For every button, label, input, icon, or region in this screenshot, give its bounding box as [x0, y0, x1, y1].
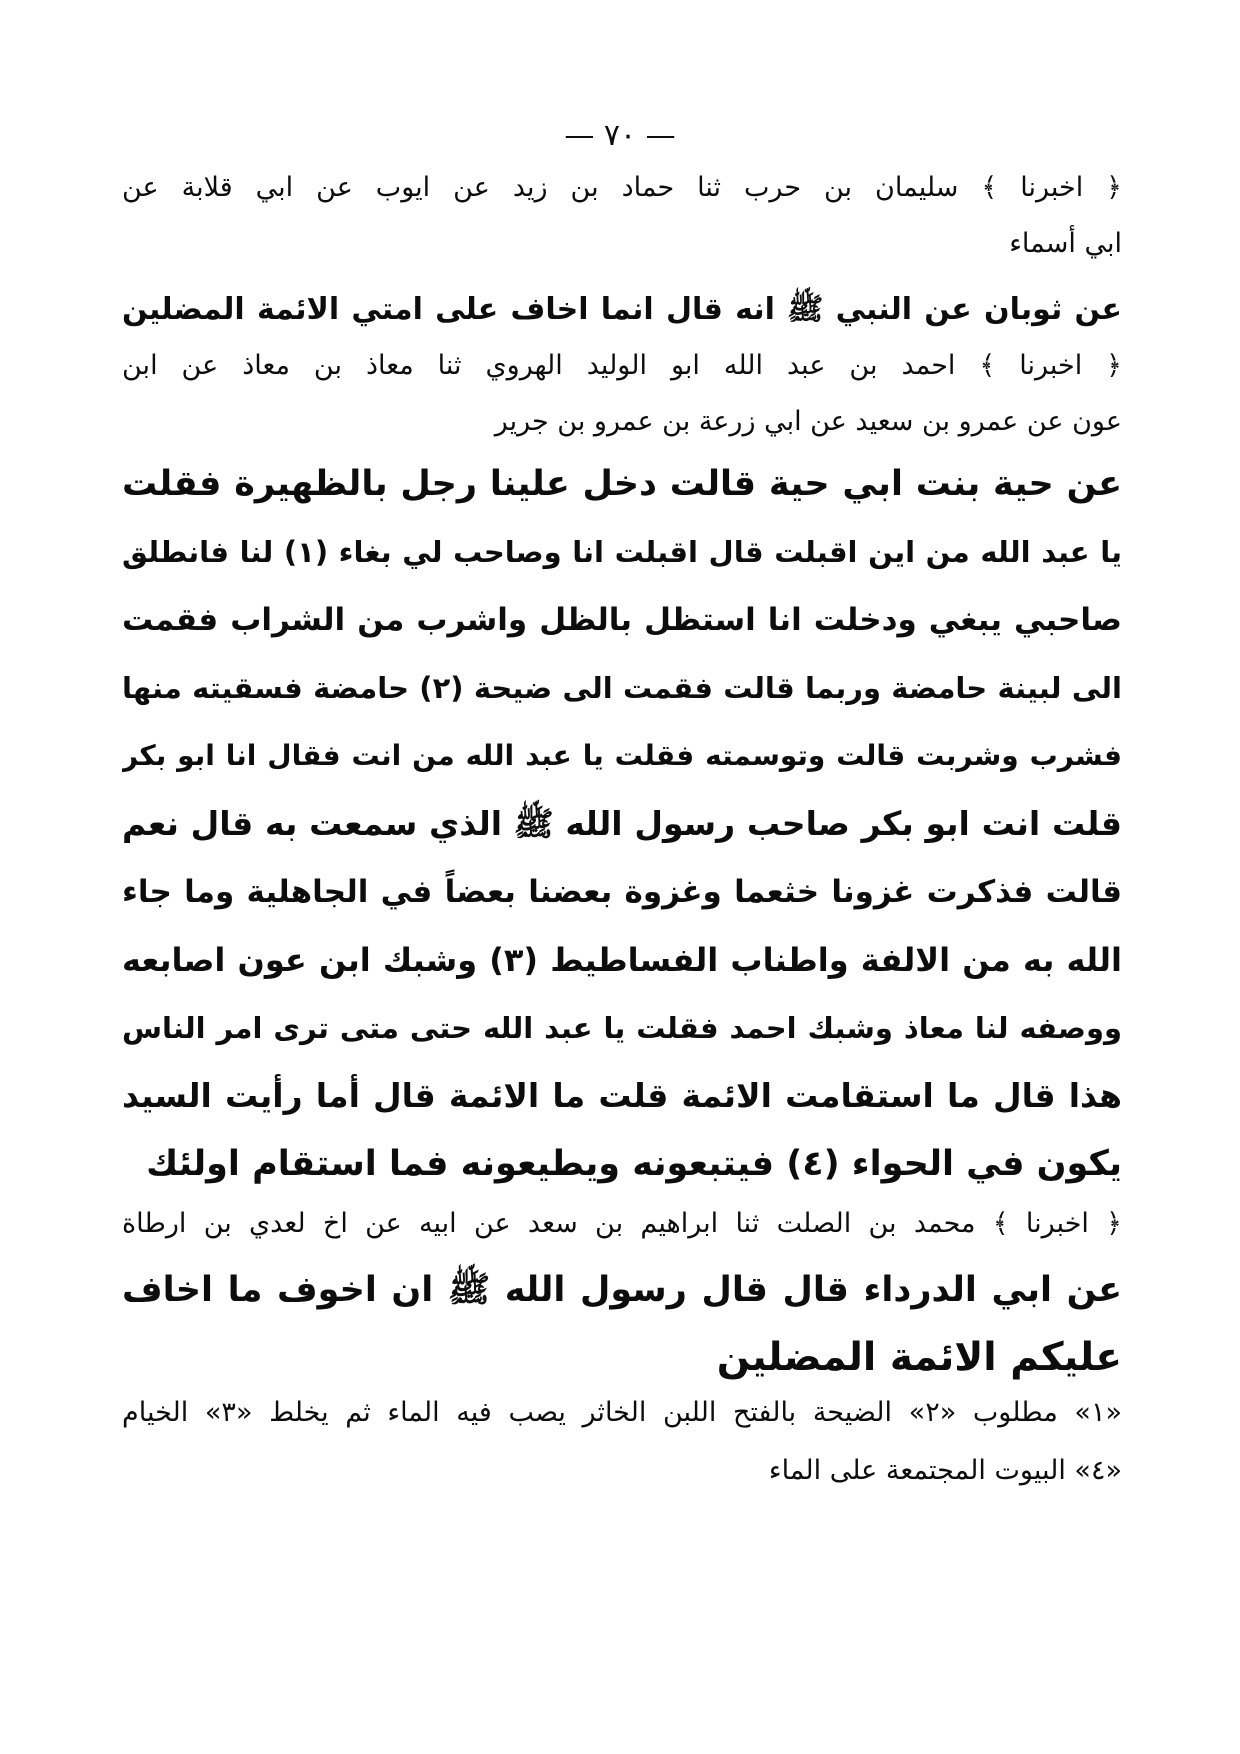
hadith-line: عن حية بنت ابي حية قالت دخل علينا رجل بالظهيرة فقلت: [122, 464, 1122, 504]
hadith-text-2: [122, 450, 1122, 1198]
isnad-line: ابي أسماء: [1009, 228, 1122, 259]
footnote-line: «٤» البيوت المجتمعة على الماء: [768, 1455, 1122, 1486]
isnad-line: ﴿ اخبرنا ﴾ سليمان بن حرب ثنا حماد بن زيد عن ايوب عن ابي قلابة عن: [122, 172, 1122, 203]
isnad-block-1: [122, 160, 1122, 272]
isnad-block-2: [122, 338, 1122, 450]
hadith-text-1: [122, 276, 1122, 344]
page-number: — ٧٠ —: [564, 118, 676, 153]
footnote-line: «١» مطلوب «٢» الضيحة بالفتح اللبن الخاثر يصب فيه الماء ثم يخلط «٣» الخيام: [122, 1397, 1122, 1428]
isnad-line: ﴿ اخبرنا ﴾ محمد بن الصلت ثنا ابراهيم بن سعد عن ابيه عن اخ لعدي بن ارطاة: [122, 1208, 1122, 1239]
isnad-line: ﴿ اخبرنا ﴾ احمد بن عبد الله ابو الوليد الهروي ثنا معاذ بن معاذ عن ابن: [122, 350, 1122, 381]
hadith-line: الله به من الالفة واطناب الفساطيط (٣) وشبك ابن عون اصابعه: [122, 941, 1122, 979]
hadith-line: قالت فذكرت غزونا خثعما وغزوة بعضنا بعضاً في الجاهلية وما جاء: [122, 874, 1122, 910]
hadith-line: يا عبد الله من اين اقبلت قال اقبلت انا وصاحب لي بغاء (١) لنا فانطلق: [122, 535, 1122, 569]
hadith-text-3: [122, 1256, 1122, 1392]
hadith-line: فشرب وشربت قالت وتوسمته فقلت يا عبد الله من انت فقال انا ابو بكر: [122, 739, 1122, 772]
hadith-line: صاحبي يبغي ودخلت انا استظل بالظل واشرب من الشراب فقمت: [122, 602, 1122, 638]
hadith-line: عن ثوبان عن النبي ﷺ انه قال انما اخاف على امتي الائمة المضلين: [122, 292, 1122, 327]
hadith-line: ووصفه لنا معاذ وشبك احمد فقلت يا عبد الله حتى متى ترى امر الناس: [122, 1011, 1122, 1045]
hadith-line: هذا قال ما استقامت الائمة قلت ما الائمة قال أما رأيت السيد: [122, 1076, 1122, 1115]
hadith-line: يكون في الحواء (٤) فيتبعونه ويطيعونه فما استقام اولئك: [146, 1144, 1122, 1184]
footnotes: [122, 1384, 1122, 1500]
hadith-line: الى لبينة حامضة وربما قالت فقمت الى ضيحة (٢) حامضة فسقيته منها: [122, 671, 1122, 705]
hadith-line: قلت انت ابو بكر صاحب رسول الله ﷺ الذي سمعت به قال نعم: [122, 804, 1122, 843]
isnad-block-3: [122, 1196, 1122, 1252]
hadith-line: عن ابي الدرداء قال قال رسول الله ﷺ ان اخوف ما اخاف: [122, 1270, 1122, 1310]
hadith-line: عليكم الائمة المضلين: [716, 1335, 1122, 1380]
isnad-line: عون عن عمرو بن سعيد عن ابي زرعة بن عمرو بن جرير: [494, 406, 1122, 437]
